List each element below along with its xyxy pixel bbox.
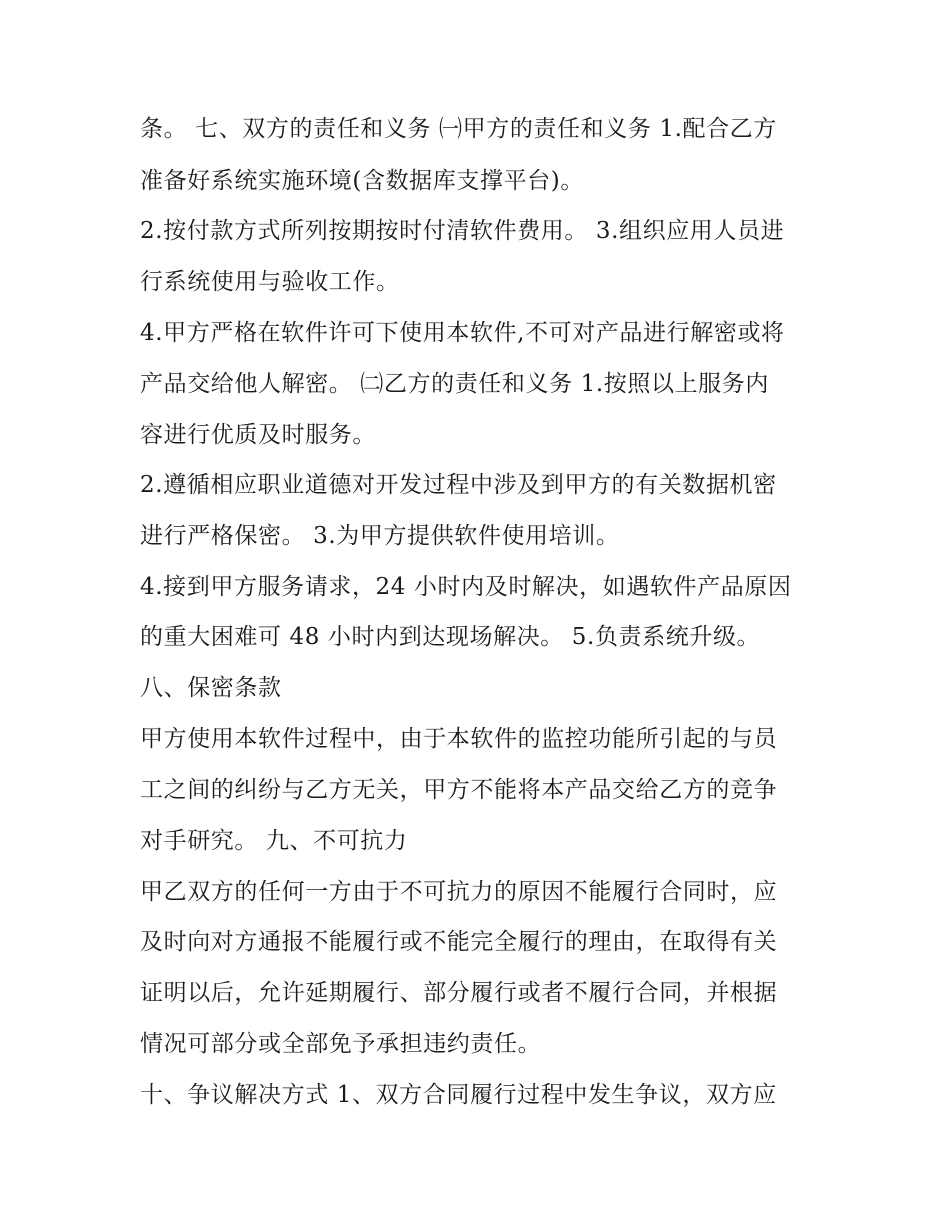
text-line: 行系统使用与验收工作。 xyxy=(140,269,400,295)
text-line: 情况可部分或全部免予承担违约责任。 xyxy=(140,1031,542,1057)
text-line: 甲方使用本软件过程中，由于本软件的监控功能所引起的与员 xyxy=(140,726,778,752)
text-line: 容进行优质及时服务。 xyxy=(140,422,376,448)
text-line: 进行严格保密。 3.为甲方提供软件使用培训。 xyxy=(140,523,620,549)
text-line: 证明以后，允许延期履行、部分履行或者不履行合同，并根据 xyxy=(140,980,778,1006)
text-line: 4.甲方严格在软件许可下使用本软件,不可对产品进行解密或将 xyxy=(140,320,785,346)
text-line: 及时向对方通报不能履行或不能完全履行的理由，在取得有关 xyxy=(140,929,778,955)
text-line: 十、争议解决方式 1、双方合同履行过程中发生争议，双方应 xyxy=(140,1082,777,1108)
text-line: 准备好系统实施环境(含数据库支撑平台)。 xyxy=(140,168,584,194)
text-line: 产品交给他人解密。 ㈡乙方的责任和义务 1.按照以上服务内 xyxy=(140,371,769,397)
text-line: 甲乙双方的任何一方由于不可抗力的原因不能履行合同时，应 xyxy=(140,879,778,905)
text-line: 对手研究。 九、不可抗力 xyxy=(140,828,408,854)
text-line: 工之间的纠纷与乙方无关，甲方不能将本产品交给乙方的竞争 xyxy=(140,777,778,803)
text-line: 2.按付款方式所列按期按时付清软件费用。 3.组织应用人员进 xyxy=(140,218,785,244)
text-line: 的重大困难可 48 小时内到达现场解决。 5.负责系统升级。 xyxy=(140,624,761,650)
text-line: 4.接到甲方服务请求，24 小时内及时解决，如遇软件产品原因 xyxy=(140,574,792,600)
text-line: 2.遵循相应职业道德对开发过程中涉及到甲方的有关数据机密 xyxy=(140,472,777,498)
text-line: 条。 七、双方的责任和义务 ㈠甲方的责任和义务 1.配合乙方 xyxy=(140,116,777,142)
section-heading: 八、保密条款 xyxy=(140,675,282,701)
